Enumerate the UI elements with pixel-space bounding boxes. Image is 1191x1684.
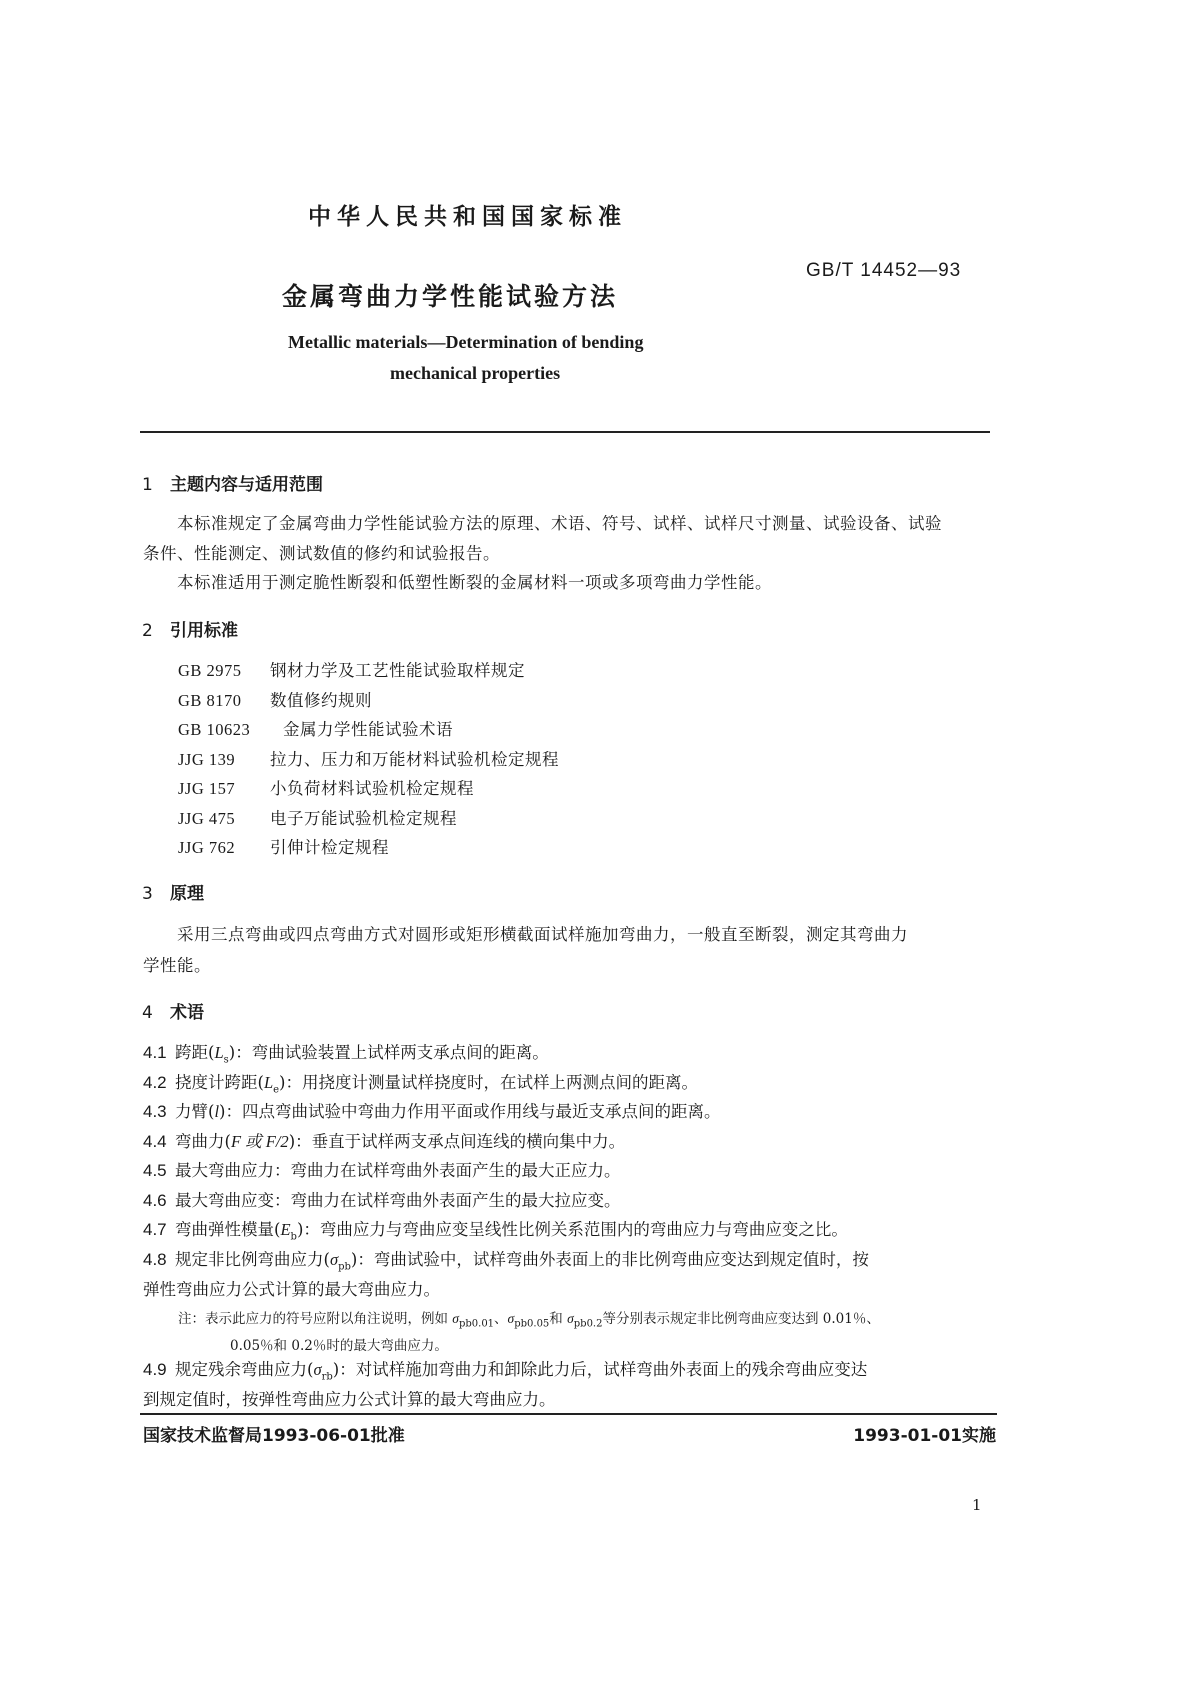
reference-name: 拉力、压力和万能材料试验机检定规程 [270, 749, 559, 769]
english-title-line1: Metallic materials—Determination of bending [288, 332, 644, 352]
term-item: 4.3 力臂(l)：四点弯曲试验中弯曲力作用平面或作用线与最近支承点间的距离。 [143, 1102, 721, 1121]
reference-item [178, 716, 453, 740]
reference-name: 引伸计检定规程 [270, 838, 389, 857]
section-1-heading: 1 主题内容与适用范围 [142, 475, 323, 495]
reference-item [178, 746, 559, 770]
reference-item [178, 657, 525, 681]
s3-paragraph-cont: 学性能。 [143, 956, 211, 975]
reference-item [178, 775, 474, 799]
english-title-line2: mechanical properties [390, 363, 561, 383]
approval-date: 国家技术监督局1993-06-01批准 [143, 1426, 405, 1446]
reference-code: GB 10623 [178, 720, 251, 739]
reference-code: JJG 139 [178, 749, 236, 769]
reference-item [178, 805, 457, 829]
document-title: 金属弯曲力学性能试验方法 [282, 282, 619, 311]
reference-code: JJG 157 [178, 779, 236, 798]
section-3-heading: 3 原理 [142, 884, 204, 904]
note-line-1: 注：表示此应力的符号应附以角注说明，例如 $\sigma_{pb0.01}$、$\sigma_{pb0.05}$和 $\sigma_{pb0.2}$等分别表示规定非比例弯曲应变达到 0.01％、 [178, 1311, 880, 1330]
term-item: 4.6 最大弯曲应变：弯曲力在试样弯曲外表面产生的最大拉应变。 [143, 1190, 621, 1210]
reference-name: 电子万能试验机检定规程 [270, 808, 457, 828]
reference-item [178, 687, 372, 711]
term-4-8-cont: 弹性弯曲应力公式计算的最大弯曲应力。 [143, 1280, 440, 1299]
term-4-9-cont: 到规定值时，按弹性弯曲应力公式计算的最大弯曲应力。 [143, 1390, 556, 1409]
reference-code: JJG 762 [178, 838, 236, 857]
reference-code: GB 2975 [178, 661, 242, 680]
page-number: 1 [972, 1496, 982, 1514]
term-item: 4.7 弯曲弹性模量$(E_b)$：弯曲应力与弯曲应变呈线性比例关系范围内的弯曲应力与弯曲应变之比。 [143, 1220, 848, 1243]
effective-date: 1993-01-01实施 [853, 1426, 996, 1446]
reference-name: 钢材力学及工艺性能试验取样规定 [270, 661, 525, 680]
s1-paragraph-1-cont: 条件、性能测定、测试数值的修约和试验报告。 [143, 544, 500, 563]
term-item: 4.8 规定非比例弯曲应力$(\sigma_{pb})$：弯曲试验中，试样弯曲外表面上的非比例弯曲应变达到规定值时，按 [143, 1249, 869, 1272]
footer-rule [140, 1413, 997, 1415]
reference-name: 金属力学性能试验术语 [283, 720, 453, 739]
reference-code: JJG 475 [178, 808, 236, 828]
s1-paragraph-1: 本标准规定了金属弯曲力学性能试验方法的原理、术语、符号、试样、试样尺寸测量、试验设备、试验 [177, 514, 942, 533]
country-standard-heading: 中华人民共和国国家标准 [308, 204, 627, 230]
reference-code: GB 8170 [178, 690, 242, 710]
term-item: 4.1 跨距$(L_s)$：弯曲试验装置上试样两支承点间的距离。 [143, 1043, 549, 1066]
note-line-2: 0.05％和 0.2％时的最大弯曲应力。 [230, 1338, 448, 1354]
section-2-heading: 2 引用标准 [142, 621, 238, 641]
reference-item [178, 834, 389, 858]
term-4-9: 4.9 规定残余弯曲应力$(\sigma_{rb})$：对试样施加弯曲力和卸除此力后，试样弯曲外表面上的残余弯曲应变达 [143, 1360, 868, 1383]
standard-number: GB/T 14452—93 [806, 260, 962, 281]
s1-paragraph-2: 本标准适用于测定脆性断裂和低塑性断裂的金属材料一项或多项弯曲力学性能。 [177, 573, 772, 592]
reference-name: 小负荷材料试验机检定规程 [270, 779, 474, 798]
term-item: 4.4 弯曲力(F 或 F/2)：垂直于试样两支承点间连线的横向集中力。 [143, 1131, 626, 1151]
reference-name: 数值修约规则 [270, 690, 372, 710]
term-item: 4.5 最大弯曲应力：弯曲力在试样弯曲外表面产生的最大正应力。 [143, 1161, 621, 1180]
section-4-heading: 4 术语 [142, 1003, 204, 1023]
header-rule [140, 431, 990, 433]
s3-paragraph: 采用三点弯曲或四点弯曲方式对圆形或矩形横截面试样施加弯曲力，一般直至断裂，测定其弯曲力 [177, 925, 908, 944]
term-item: 4.2 挠度计跨距$(L_e)$：用挠度计测量试样挠度时，在试样上两测点间的距离。 [143, 1072, 698, 1095]
